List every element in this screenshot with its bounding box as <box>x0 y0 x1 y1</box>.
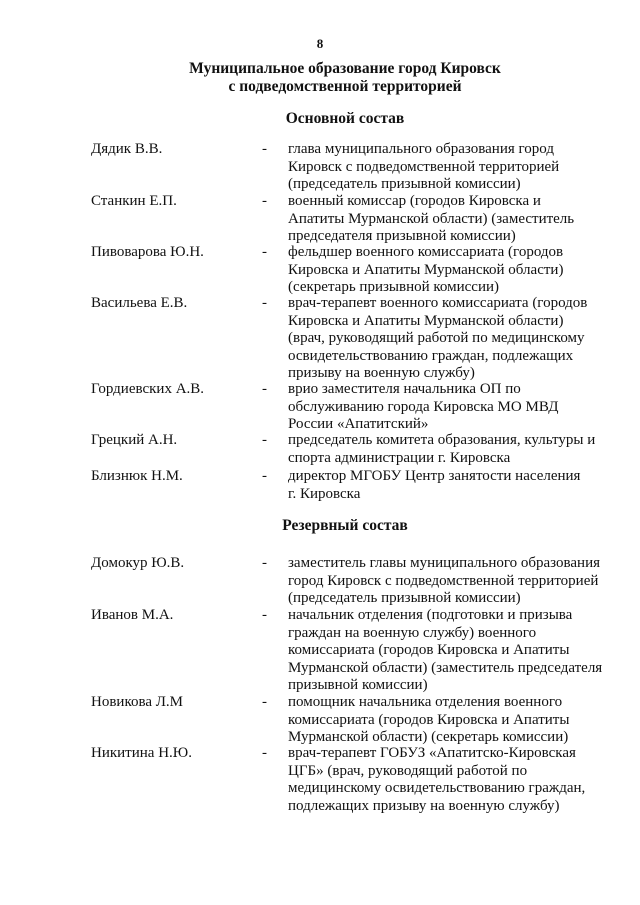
member-name: Грецкий А.Н. <box>91 432 178 448</box>
member-role-line: спорта администрации г. Кировска <box>288 449 511 466</box>
member-name: Гордиевских А.В. <box>91 381 205 397</box>
member-role-line: директор МГОБУ Центр занятости населения <box>288 468 581 484</box>
member-role-line: граждан на военную службу) военного <box>288 624 537 641</box>
member-role-line: призывной комиссии) <box>288 677 428 693</box>
member-dash: - <box>262 432 267 448</box>
member-dash: - <box>262 745 267 761</box>
member-role-line: Кировска и Апатиты Мурманской области) <box>288 312 564 329</box>
member-name: Станкин Е.П. <box>91 193 177 209</box>
member-role-line: врио заместителя начальника ОП по <box>288 381 521 397</box>
member-role-line: призыву на военную службу) <box>288 365 475 381</box>
page-number: 8 <box>316 36 324 51</box>
member-role-line: Кировска и Апатиты Мурманской области) <box>288 261 564 278</box>
member-dash: - <box>262 295 267 311</box>
member-name: Иванов М.А. <box>91 607 174 623</box>
member-role <box>288 193 618 246</box>
member-name: Никитина Н.Ю. <box>91 745 192 761</box>
member-role-line: Апатиты Мурманской области) (заместитель <box>288 210 575 227</box>
member-role-line: заместитель главы муниципального образования <box>288 555 601 571</box>
member-role-line: обслуживанию города Кировска МО МВД <box>288 398 559 415</box>
document-title <box>0 60 640 96</box>
member-role-line: врач-терапевт военного комиссариата (городов <box>288 295 588 311</box>
member-role <box>288 607 618 695</box>
member-dash: - <box>262 555 267 571</box>
member-role <box>288 555 618 608</box>
member-role-line: ЦГБ» (врач, руководящий работой по <box>288 762 528 779</box>
member-role-line: глава муниципального образования город <box>288 141 554 157</box>
member-role-line: России «Апатитский» <box>288 416 429 432</box>
member-role-line: Мурманской области) (заместитель председателя <box>288 659 603 676</box>
member-role-line: комиссариата (городов Кировска и Апатиты <box>288 642 570 658</box>
member-role <box>288 141 618 194</box>
title-line: с подведомственной территорией <box>228 78 462 95</box>
member-role <box>288 244 618 297</box>
member-role <box>288 295 618 383</box>
member-role-line: (врач, руководящий работой по медицинскому <box>288 330 585 346</box>
member-role-line: (председатель призывной комиссии) <box>288 176 521 192</box>
member-role-line: начальник отделения (подготовки и призыва <box>288 607 573 623</box>
member-name: Пивоварова Ю.Н. <box>91 244 204 260</box>
member-name: Дядик В.В. <box>91 141 163 157</box>
member-dash: - <box>262 244 267 260</box>
member-role <box>288 432 618 467</box>
member-role <box>288 468 618 503</box>
member-role <box>288 694 618 747</box>
member-name: Новикова Л.М <box>91 694 184 710</box>
member-role-line: (секретарь призывной комиссии) <box>288 279 499 295</box>
title-line: Муниципальное образование город Кировск <box>189 60 501 77</box>
section-heading: Резервный состав <box>282 517 408 534</box>
member-role-line: фельдшер военного комиссариата (городов <box>288 244 564 260</box>
member-name: Васильева Е.В. <box>91 295 188 311</box>
member-role <box>288 381 618 434</box>
member-role-line: (председатель призывной комиссии) <box>288 590 521 606</box>
member-dash: - <box>262 193 267 209</box>
member-role-line: освидетельствованию граждан, подлежащих <box>288 347 574 364</box>
member-role-line: военный комиссар (городов Кировска и <box>288 193 541 209</box>
member-dash: - <box>262 381 267 397</box>
section-heading: Основной состав <box>285 110 405 127</box>
member-role <box>288 745 618 815</box>
member-name: Домокур Ю.В. <box>91 555 185 571</box>
member-role-line: помощник начальника отделения военного <box>288 694 563 710</box>
member-role-line: медицинскому освидетельствованию граждан, <box>288 780 586 796</box>
member-role-line: г. Кировска <box>288 485 361 502</box>
member-role-line: подлежащих призыву на военную службу) <box>288 797 560 814</box>
member-role-line: Мурманской области) (секретарь комиссии) <box>288 729 569 745</box>
member-role-line: председатель комитета образования, культуры и <box>288 432 596 448</box>
member-dash: - <box>262 468 267 484</box>
member-dash: - <box>262 141 267 157</box>
member-role-line: город Кировск с подведомственной территорией <box>288 572 599 589</box>
member-role-line: врач-терапевт ГОБУЗ «Апатитско-Кировская <box>288 745 576 761</box>
member-dash: - <box>262 607 267 623</box>
member-role-line: комиссариата (городов Кировска и Апатиты <box>288 711 570 728</box>
member-role-line: Кировск с подведомственной территорией <box>288 158 560 175</box>
member-role-line: председателя призывной комиссии) <box>288 228 516 244</box>
member-dash: - <box>262 694 267 710</box>
member-name: Близнюк Н.М. <box>91 468 183 484</box>
